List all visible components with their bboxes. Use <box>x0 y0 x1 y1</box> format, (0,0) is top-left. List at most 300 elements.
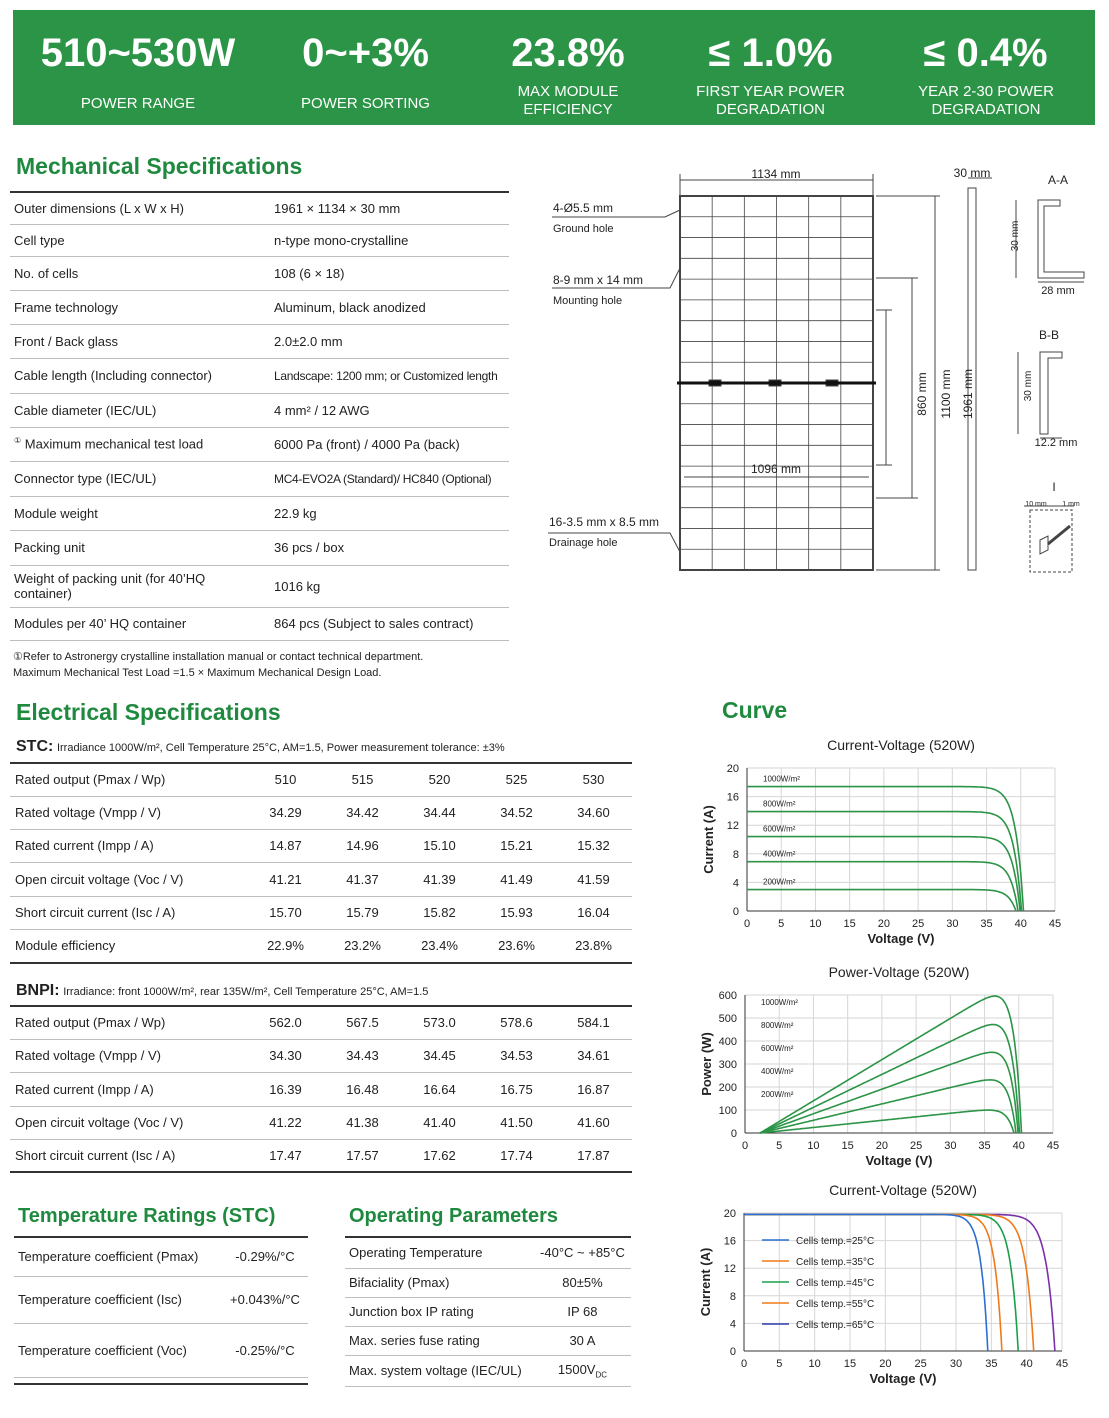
param-value-text: 80±5% <box>562 1275 603 1290</box>
electrical-row <box>10 1072 632 1106</box>
divider <box>10 962 632 964</box>
electrical-value: 17.62 <box>401 1139 478 1172</box>
x-tick-label: 5 <box>776 1358 783 1370</box>
x-tick-label: 20 <box>877 918 891 930</box>
spec-label-text: Cable diameter (IEC/UL) <box>14 402 157 418</box>
param-label: Temperature coefficient (Pmax) <box>14 1238 222 1276</box>
electrical-value: 23.2% <box>324 929 401 962</box>
spec-value: 1961 × 1134 × 30 mm <box>270 193 509 224</box>
y-tick-label: 12 <box>726 820 739 833</box>
electrical-label: Rated current (Impp / A) <box>10 1072 247 1106</box>
electrical-value: 17.47 <box>247 1139 324 1172</box>
electrical-row <box>10 862 632 896</box>
x-tick-label: 10 <box>808 1358 821 1370</box>
param-label: Operating Temperature <box>345 1238 534 1268</box>
series-label: 1000W/m² <box>761 998 798 1007</box>
spec-row <box>10 193 509 224</box>
spec-banner <box>13 10 1095 125</box>
electrical-value: 23.4% <box>401 929 478 962</box>
bnpi-spec-table <box>10 1007 632 1173</box>
spec-label-text: Modules per 40’ HQ container <box>14 616 187 631</box>
param-label: Temperature coefficient (Voc) <box>14 1323 222 1377</box>
param-value-text: -40°C ~ +85°C <box>540 1245 625 1261</box>
electrical-value: 525 <box>478 764 555 796</box>
series-line <box>760 1080 1016 1133</box>
x-tick-label: 40 <box>1014 918 1027 930</box>
param-row <box>345 1268 631 1297</box>
electrical-value: 15.32 <box>555 829 632 862</box>
drainage-hole-size: 16-3.5 mm x 8.5 mm <box>549 515 660 529</box>
y-tick-label: 20 <box>723 1208 736 1220</box>
x-tick-label: 30 <box>949 1358 963 1370</box>
electrical-row <box>10 764 632 796</box>
electrical-value: 41.60 <box>555 1106 632 1139</box>
param-row <box>14 1276 308 1323</box>
y-axis-label: Current (A) <box>698 1247 713 1317</box>
electrical-value: 23.6% <box>478 929 555 962</box>
param-value <box>534 1326 631 1355</box>
drainage-hole-label: Drainage hole <box>549 537 618 549</box>
electrical-value: 17.57 <box>324 1139 401 1172</box>
spec-row <box>10 496 509 530</box>
divider <box>14 1383 308 1385</box>
stc-spec-table <box>10 764 632 963</box>
y-tick-label: 16 <box>726 791 739 804</box>
param-label: Max. system voltage (IEC/UL) <box>345 1355 534 1386</box>
spec-row <box>10 461 509 496</box>
electrical-label: Short circuit current (Isc / A) <box>10 1139 247 1172</box>
i-dim1-label: 10 mm <box>1025 501 1047 508</box>
electrical-value: 16.64 <box>401 1072 478 1106</box>
electrical-value: 34.52 <box>478 796 555 829</box>
electrical-value: 15.82 <box>401 896 478 929</box>
iv-chart-temperature <box>690 1182 1090 1397</box>
mechanical-spec-table <box>10 193 509 641</box>
param-value <box>534 1355 631 1386</box>
electrical-value: 14.96 <box>324 829 401 862</box>
electrical-label: Rated voltage (Vmpp / V) <box>10 1039 247 1072</box>
spec-label-text: Cell type <box>14 232 65 248</box>
section-bb-label: B-B <box>1038 328 1060 342</box>
electrical-value: 41.38 <box>324 1106 401 1139</box>
y-tick-label: 100 <box>718 1105 737 1117</box>
y-tick-label: 300 <box>718 1059 737 1071</box>
banner-item-first-year-degradation <box>678 10 863 125</box>
y-axis-label: Current (A) <box>701 805 716 874</box>
pv-chart-irradiance <box>690 962 1090 1182</box>
y-tick-label: 0 <box>729 1346 736 1358</box>
param-row <box>14 1323 308 1377</box>
param-row <box>345 1297 631 1326</box>
param-value-text: -0.25%/°C <box>235 1342 295 1358</box>
electrical-value: 16.87 <box>555 1072 632 1106</box>
x-tick-label: 25 <box>909 1140 923 1152</box>
legend-label: Cells temp.=55°C <box>796 1299 875 1310</box>
x-tick-label: 15 <box>843 918 856 930</box>
electrical-label: Rated current (Impp / A) <box>10 829 247 862</box>
spec-label <box>10 496 270 530</box>
chart-title: Power-Voltage (520W) <box>828 964 970 980</box>
bnpi-conditions <box>16 982 428 1000</box>
electrical-row <box>10 1106 632 1139</box>
electrical-value: 34.61 <box>555 1039 632 1072</box>
section-i-label: I <box>1052 480 1056 494</box>
electrical-value: 15.21 <box>478 829 555 862</box>
legend-label: Cells temp.=25°C <box>796 1236 875 1247</box>
series-line <box>747 890 1016 911</box>
banner-label: POWER SORTING <box>301 95 430 112</box>
spec-label <box>10 461 270 496</box>
spec-value: 22.9 kg <box>270 496 509 530</box>
electrical-value: 22.9% <box>247 929 324 962</box>
electrical-value: 41.22 <box>247 1106 324 1139</box>
electrical-label: Module efficiency <box>10 929 247 962</box>
spec-value: 6000 Pa (front) / 4000 Pa (back) <box>270 427 509 461</box>
param-value-text: -0.29%/°C <box>235 1249 295 1265</box>
series-label: 200W/m² <box>761 1090 794 1099</box>
electrical-value: 584.1 <box>555 1007 632 1039</box>
param-row <box>345 1238 631 1268</box>
spec-label <box>10 427 270 461</box>
thickness-dimension-label: 30 mm <box>953 166 991 180</box>
electrical-value: 23.8% <box>555 929 632 962</box>
spec-label <box>10 565 270 607</box>
spec-label-text: Packing unit <box>14 540 85 555</box>
x-tick-label: 30 <box>944 1140 957 1152</box>
spec-row <box>10 565 509 607</box>
spec-label <box>10 193 270 224</box>
electrical-value: 14.87 <box>247 829 324 862</box>
temperature-table <box>14 1238 308 1378</box>
spec-value: 4 mm² / 12 AWG <box>270 393 509 427</box>
operating-title: Operating Parameters <box>349 1205 558 1227</box>
param-row <box>14 1238 308 1276</box>
y-tick-label: 12 <box>723 1263 736 1276</box>
spec-row <box>10 324 509 358</box>
series-label: 200W/m² <box>763 877 796 887</box>
spec-row <box>10 224 509 256</box>
y-tick-label: 8 <box>729 1290 736 1303</box>
param-value <box>222 1238 308 1276</box>
param-value <box>222 1276 308 1323</box>
series-label: 400W/m² <box>761 1067 794 1076</box>
x-tick-label: 0 <box>741 1140 749 1152</box>
x-tick-label: 0 <box>740 1358 748 1370</box>
y-tick-label: 16 <box>723 1235 736 1248</box>
spec-value: Landscape: 1200 mm; or Customized length <box>270 358 509 393</box>
electrical-value: 34.29 <box>247 796 324 829</box>
width-dimension-label: 1134 mm <box>751 167 801 181</box>
electrical-label: Short circuit current (Isc / A) <box>10 896 247 929</box>
operating-table <box>345 1238 631 1387</box>
mechanical-footnote <box>13 649 423 681</box>
series-line <box>760 1110 1014 1133</box>
y-tick-label: 20 <box>726 763 739 775</box>
y-tick-label: 0 <box>730 1128 737 1140</box>
spec-row <box>10 393 509 427</box>
spec-value: n-type mono-crystalline <box>270 224 509 256</box>
ground-hole-label: Ground hole <box>553 223 614 235</box>
spec-row <box>10 530 509 565</box>
electrical-row <box>10 1139 632 1172</box>
legend-label: Cells temp.=35°C <box>796 1257 875 1268</box>
bb-height-label: 30 mm <box>1023 370 1034 402</box>
footnote-line: Maximum Mechanical Test Load =1.5 × Maximum Mechanical Design Load. <box>13 667 382 679</box>
spec-label <box>10 607 270 640</box>
banner-value: 510~530W <box>40 31 236 75</box>
param-value-text: +0.043%/°C <box>230 1292 300 1307</box>
y-tick-label: 200 <box>718 1082 737 1094</box>
spec-label <box>10 324 270 358</box>
divider <box>10 1171 632 1173</box>
x-tick-label: 25 <box>914 1358 927 1370</box>
spec-value: MC4-EVO2A (Standard)/ HC840 (Optional) <box>270 461 509 496</box>
electrical-value: 41.59 <box>555 862 632 896</box>
spec-label-text: Front / Back glass <box>14 333 119 349</box>
x-tick-label: 45 <box>1048 918 1062 930</box>
electrical-value: 41.21 <box>247 862 324 896</box>
electrical-value: 34.45 <box>401 1039 478 1072</box>
param-row <box>345 1355 631 1386</box>
stc-description: Irradiance 1000W/m², Cell Temperature 25°C, AM=1.5, Power measurement tolerance: ±3% <box>56 742 505 754</box>
spec-row <box>10 358 509 393</box>
electrical-value: 515 <box>324 764 401 796</box>
electrical-label: Rated output (Pmax / Wp) <box>10 1007 247 1039</box>
ground-hole-size: 4-Ø5.5 mm <box>553 201 614 215</box>
electrical-value: 573.0 <box>401 1007 478 1039</box>
y-tick-label: 4 <box>729 1318 736 1331</box>
y-tick-label: 4 <box>732 877 739 890</box>
spec-label <box>10 358 270 393</box>
iv-chart-irradiance <box>690 725 1090 960</box>
electrical-value: 34.42 <box>324 796 401 829</box>
x-tick-label: 5 <box>778 918 785 930</box>
electrical-value: 15.10 <box>401 829 478 862</box>
i-dim2-label: 1 mm <box>1062 501 1080 508</box>
banner-label: POWER RANGE <box>80 95 196 112</box>
spec-label-text: Maximum mechanical test load <box>24 436 204 452</box>
y-tick-label: 500 <box>718 1013 737 1025</box>
spec-label-text: Connector type (IEC/UL) <box>14 471 157 486</box>
chart-title: Current-Voltage (520W) <box>829 1182 977 1198</box>
electrical-label: Open circuit voltage (Voc / V) <box>10 1106 247 1139</box>
param-value <box>534 1268 631 1297</box>
y-tick-label: 0 <box>732 906 739 918</box>
electrical-value: 567.5 <box>324 1007 401 1039</box>
spec-label <box>10 530 270 565</box>
param-label: Max. series fuse rating <box>345 1326 534 1355</box>
electrical-value: 41.37 <box>324 862 401 896</box>
dim-860-label: 860 mm <box>915 372 929 416</box>
x-tick-label: 35 <box>985 1358 998 1370</box>
electrical-row <box>10 896 632 929</box>
param-value-text: 1500V <box>557 1361 596 1377</box>
y-tick-label: 400 <box>718 1036 737 1048</box>
electrical-value: 15.70 <box>247 896 324 929</box>
x-axis-label: Voltage (V) <box>865 1153 933 1168</box>
spec-row <box>10 290 509 324</box>
electrical-value: 562.0 <box>247 1007 324 1039</box>
banner-label: YEAR 2-30 POWER DEGRADATION <box>918 83 1054 118</box>
bnpi-description: Irradiance: front 1000W/m², rear 135W/m², Cell Temperature 25°C, AM=1.5 <box>63 986 429 998</box>
x-tick-label: 10 <box>809 918 822 930</box>
x-tick-label: 45 <box>1055 1358 1069 1370</box>
electrical-value: 41.39 <box>401 862 478 896</box>
x-axis-label: Voltage (V) <box>869 1371 937 1386</box>
spec-label-text: Frame technology <box>14 299 119 315</box>
legend-label: Cells temp.=45°C <box>796 1278 875 1289</box>
electrical-row <box>10 929 632 962</box>
x-tick-label: 0 <box>743 918 751 930</box>
spec-value: 864 pcs (Subject to sales contract) <box>270 607 509 640</box>
temperature-title: Temperature Ratings (STC) <box>18 1205 276 1227</box>
x-tick-label: 15 <box>841 1140 854 1152</box>
spec-label-text: Weight of packing unit (for 40’HQ container) <box>14 571 206 601</box>
spec-label <box>10 393 270 427</box>
legend-label: Cells temp.=65°C <box>796 1320 875 1331</box>
x-tick-label: 20 <box>875 1140 889 1152</box>
electrical-value: 15.79 <box>324 896 401 929</box>
spec-row <box>10 256 509 290</box>
x-tick-label: 15 <box>843 1358 857 1370</box>
spec-row <box>10 607 509 640</box>
electrical-value: 17.87 <box>555 1139 632 1172</box>
spec-label <box>10 290 270 324</box>
electrical-row <box>10 796 632 829</box>
electrical-label: Rated voltage (Vmpp / V) <box>10 796 247 829</box>
x-tick-label: 35 <box>980 918 993 930</box>
spec-label-text: Module weight <box>14 505 98 521</box>
spec-label <box>10 256 270 290</box>
electrical-value: 41.49 <box>478 862 555 896</box>
footnote-marker: ① <box>14 436 22 446</box>
series-label: 400W/m² <box>763 849 796 859</box>
series-line <box>760 996 1021 1133</box>
mechanical-title: Mechanical Specifications <box>16 153 303 179</box>
banner-item-power-range <box>13 10 263 125</box>
spec-value: 108 (6 × 18) <box>270 256 509 290</box>
param-value-subscript: DC <box>595 1370 608 1380</box>
electrical-value: 16.75 <box>478 1072 555 1106</box>
param-label: Temperature coefficient (Isc) <box>14 1276 222 1323</box>
spec-label-text: Outer dimensions (L x W x H) <box>14 200 185 216</box>
series-label: 800W/m² <box>761 1021 794 1030</box>
banner-value: 0~+3% <box>302 31 429 75</box>
param-value-text: IP 68 <box>567 1304 598 1319</box>
bnpi-label: BNPI: <box>16 982 60 999</box>
section-aa-label: A-A <box>1047 173 1069 187</box>
param-label: Junction box IP rating <box>345 1297 534 1326</box>
x-tick-label: 45 <box>1046 1140 1060 1152</box>
electrical-value: 34.53 <box>478 1039 555 1072</box>
param-row <box>345 1326 631 1355</box>
banner-item-year2-30-degradation <box>888 10 1083 125</box>
electrical-value: 17.74 <box>478 1139 555 1172</box>
spec-value: 1016 kg <box>270 565 509 607</box>
param-value <box>534 1238 631 1268</box>
mounting-hole-size: 8-9 mm x 14 mm <box>553 273 644 287</box>
banner-item-max-efficiency <box>473 10 663 125</box>
electrical-value: 34.44 <box>401 796 478 829</box>
param-value-text: 30 A <box>569 1333 596 1348</box>
electrical-value: 16.39 <box>247 1072 324 1106</box>
spec-label-text: Cable length (Including connector) <box>14 368 213 383</box>
y-axis-label: Power (W) <box>699 1032 714 1096</box>
bb-width-label: 12.2 mm <box>1034 437 1078 449</box>
aa-height-label: 30 mm <box>1010 220 1021 252</box>
x-tick-label: 35 <box>978 1140 991 1152</box>
electrical-label: Rated output (Pmax / Wp) <box>10 764 247 796</box>
aa-width-label: 28 mm <box>1041 285 1075 297</box>
electrical-value: 530 <box>555 764 632 796</box>
electrical-value: 16.48 <box>324 1072 401 1106</box>
electrical-value: 41.50 <box>478 1106 555 1139</box>
x-tick-label: 40 <box>1020 1358 1033 1370</box>
y-tick-label: 600 <box>718 990 737 1002</box>
electrical-value: 16.04 <box>555 896 632 929</box>
param-value <box>222 1323 308 1377</box>
electrical-label: Open circuit voltage (Voc / V) <box>10 862 247 896</box>
electrical-value: 510 <box>247 764 324 796</box>
y-tick-label: 8 <box>732 848 739 861</box>
spec-value: 2.0±2.0 mm <box>270 324 509 358</box>
spec-label-text: No. of cells <box>14 265 79 281</box>
x-tick-label: 5 <box>776 1140 783 1152</box>
x-tick-label: 30 <box>946 918 959 930</box>
series-label: 600W/m² <box>763 824 796 834</box>
series-label: 600W/m² <box>761 1044 794 1053</box>
banner-item-power-sorting <box>263 10 468 125</box>
series-line <box>744 1214 1055 1351</box>
stc-conditions <box>16 738 505 756</box>
module-dimension-drawing <box>540 160 1100 580</box>
spec-label <box>10 224 270 256</box>
banner-label: MAX MODULE EFFICIENCY <box>517 83 619 118</box>
banner-label: FIRST YEAR POWER DEGRADATION <box>696 83 845 118</box>
chart-title: Current-Voltage (520W) <box>827 737 975 753</box>
param-value <box>534 1297 631 1326</box>
banner-value: ≤ 0.4% <box>923 31 1048 75</box>
electrical-value: 578.6 <box>478 1007 555 1039</box>
param-label: Bifaciality (Pmax) <box>345 1268 534 1297</box>
electrical-value: 41.40 <box>401 1106 478 1139</box>
electrical-value: 520 <box>401 764 478 796</box>
electrical-row <box>10 1007 632 1039</box>
banner-value: 23.8% <box>511 31 625 75</box>
electrical-row <box>10 1039 632 1072</box>
dim-1961-label: 1961 mm <box>961 368 975 420</box>
series-label: 800W/m² <box>763 799 796 809</box>
x-tick-label: 25 <box>911 918 925 930</box>
curve-title: Curve <box>722 697 788 723</box>
spec-value: Aluminum, black anodized <box>270 290 509 324</box>
spec-row <box>10 427 509 461</box>
electrical-value: 15.93 <box>478 896 555 929</box>
electrical-value: 34.30 <box>247 1039 324 1072</box>
x-tick-label: 10 <box>807 1140 820 1152</box>
electrical-value: 34.60 <box>555 796 632 829</box>
mounting-hole-label: Mounting hole <box>553 295 623 307</box>
x-axis-label: Voltage (V) <box>867 931 935 946</box>
series-label: 1000W/m² <box>763 774 800 784</box>
electrical-value: 34.43 <box>324 1039 401 1072</box>
footnote-line: ①Refer to Astronergy crystalline installation manual or contact technical department. <box>13 651 424 663</box>
inner-width-label: 1096 mm <box>750 462 802 476</box>
electrical-title: Electrical Specifications <box>16 699 281 725</box>
x-tick-label: 20 <box>879 1358 892 1370</box>
x-tick-label: 40 <box>1012 1140 1025 1152</box>
spec-value: 36 pcs / box <box>270 530 509 565</box>
